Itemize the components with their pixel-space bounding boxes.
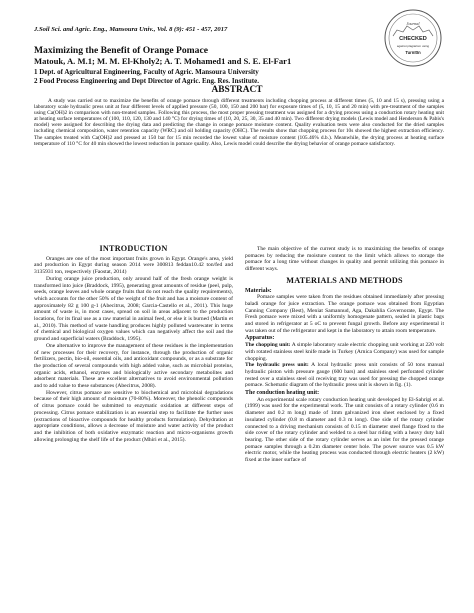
conduction-heating-subheading: The conduction heating unit:	[245, 390, 320, 397]
materials-methods-heading: MATERIALS AND METHODS	[286, 275, 403, 285]
hydraulic-press-paragraph	[245, 362, 444, 389]
intro-paragraph-4: However, citrus pomace are sensitive to biochemical and microbial degradations because of their high amount of moisture (70-80%). Moreover, the phenolic compounds of citrus pomace could be submitted to enzymatic oxidation at different steps of processing. Citrus pomace stabilization is an essential step to facilitate the further uses (extractions of bioactive compounds for healthy products formulation). Dehydration at appropriate conditions, allows a decrease of moisture and water activity of the product and the inhibition of both oxidative enzymatic reaction and micro-organisms growth allowing prolonging the shelf life of the product (Mhiri et al., 2015).	[34, 389, 233, 443]
objective-paragraph: The main objective of the current study is to maximizing the benefits of orange pomaces by reducing the moisture content to the limit which allows to storage the pomace for a long time without changes in quality and permit utilizing this pomace in different ways.	[245, 246, 444, 273]
chopping-unit-label: The chopping unit:	[245, 342, 291, 349]
materials-subheading: Materials:	[245, 287, 272, 294]
badge-line1: Journal	[406, 21, 420, 26]
badge-line3: against plagiarism using	[396, 44, 430, 48]
left-column	[34, 246, 233, 443]
author-list: Matouk, A. M.1; M. M. El-Kholy2; A. T. Mohamed1 and S. E. El-Far1	[34, 56, 292, 66]
paper-title: Maximizing the Benefit of Orange Pomace	[34, 45, 208, 56]
abstract-heading: ABSTRACT	[211, 85, 263, 95]
badge-line4: TurnItIn	[405, 50, 421, 55]
intro-paragraph-3: One alternative to improve the management of these residues is the implementation of new processes for their recovery, for instance, through the production of organic fertilizers, pectin, bio-oil, essential oils, and antioxidant compounds, or as a substrate for the production of several compounds with high added value, such as microbial proteins, organic acids, ethanol, enzymes and biologically active secondary metabolites and adsorbent materials. These are excellent alternatives to avoid environmental pollution and to add value to these substances (Abecitrus, 2008).	[34, 342, 233, 390]
intro-paragraph-2: During orange juice production, only around half of the fresh orange weight is transformed into juice (Braddock, 1995), generating great amounts of residue (peel, pulp, seeds, orange leaves and whole orange fruits that do not reach the quality requirements), which accounts for the other 50% of the weight of the fruit and has a moisture content of approximately 82 g 100 g-1 (Abecitrus, 2008; Garcia-Castello et al., 2011). This huge amount of waste is, in most cases, spread on soil in areas adjacent to the production locations, for its final use as a raw material in animal feed, or else it is burned (Martin et al., 2010). This method of waste handling produces highly polluted wastewater in terms of chemical and biological oxygen values which can negatively affect the soil and the ground and superficial waters (Braddock, 1995).	[34, 275, 233, 343]
chopping-unit-paragraph	[245, 342, 444, 362]
right-column	[245, 246, 444, 464]
hydraulic-press-text: A local hydraulic press unit consists of 50 tons manual hydraulic piston with pressure gauge (600 bars) and stainless steel perforated cylinder rested over a stainless steel oil receiving tray was used for pressing the chopped orange pomace. Schematic diagram of the hydraulic press unit is shown in fig. (1).	[245, 362, 444, 389]
journal-header: J.Soil Sci. and Agric. Eng., Mansoura Univ., Vol. 8 (9): 451 - 457, 2017	[34, 26, 228, 33]
intro-paragraph-1: Oranges are one of the most important fruits grown in Egypt. Orange's area, yield and production in Egypt during season 2014 were 300813 feddan10.42 ton/fed and 3135931 ton, respectively (Faostat, 2014)	[34, 255, 233, 276]
materials-paragraph: Pomace samples were taken from the residues obtained immediately after pressing baladi orange for juice extraction. The orange pomace was obtained from Egyptian Canning Company (Best), Meniat Samannud, Aga, Dakahlia Governorate, Egypt. The Fresh pomace were mixed with a uniformly homogenate pattern, sealed in plastic bags and stored in refrigerator at 5 oC to prevent fungal growth. Before any experimental it was taken out of the refrigerator and kept in the laboratory to attain room temperature.	[245, 294, 444, 334]
introduction-heading: INTRODUCTION	[99, 244, 168, 253]
affiliation-1: 1 Dept. of Agricultural Engineering, Faculty of Agric. Mansoura University	[34, 68, 259, 76]
affiliation-2: 2 Food Process Engineering and Dept Director of Agric. Eng. Res. Institute.	[34, 77, 259, 85]
plagiarism-check-badge	[383, 8, 443, 68]
apparatus-subheading: Apparatus:	[245, 335, 275, 342]
conduction-heating-paragraph: An experimental scale rotary conduction heating unit developed by El-Sahrigi et al. (1999) was used for the experimental work. The unit consists of a rotary cylinder (0.6 m diameter and 0.2 m long) made of 1mm galvanized iron sheet enclosed by a fixed insulated cylinder (0.8 m diameter and 0.3 m long). One side of the rotary cylinder connected to a driving mechanism consists of 0.15 m diameter steel flange fixed to the side cover of the rotary cylinder and welded to a steel bar riding with a heavy duty ball bearing. The other side of the rotary cylinder serves as an inlet for the pressed orange pomace samples through a 0.2m diameter center hole. The power source was 0.5 kW electric motor, while the heating process was conducted through electric heaters (2 kW) fixed at the inner surface of	[245, 396, 444, 464]
abstract-text: A study was carried out to maximize the benefits of orange pomace through different treatments including chopping process at different times (5, 10 and 15 s), pressing using a laboratory scale hydraulic press unit at four different levels of applied pressure (50, 100, 150 and 200 bar) for exposure times of (5, 10, 15 and 20 min) with pre-treatment of the samples using Ca(OH)2 in comparison with non-treated samples. Following this process, the most proper pressing treatment was assigned for a drying process using a conduction rotary heating unit at heating surface temperatures of (100, 110, 120, 130 and 140 °C) for drying times of (10, 20, 25, 30, 35 and 40 min). Two different drying models (Lewis model and Henderson & Pabis's model) were assigned for describing the drying data and predicting the change in orange pomace moisture content. Quality evaluation tests were also conducted for the dried samples including chemical composition, water retention capacity (WRC) and oil holding capacity (OHC). The results show that chopping process for 10s showed the highest extraction efficiency. The samples treated with Ca(OH)2 and pressed at 150 bar for 15 min recorded the lowest value of moisture content (105.46% d.b.). Meanwhile, the drying process at heating surface temperature of 110 °C for 40 min showed the lowest reduction in pomace quality. Also, Lewis model could describe the drying behavior of orange pomace satisfactory.	[34, 98, 444, 147]
hydraulic-press-label: The hydraulic press unit:	[245, 362, 309, 369]
chopping-unit-text: A simple laboratory scale electric chopping unit working at 220 volt with rotated stainless steel knife made in Turkey (Arnica Company) was used for sample chopping.	[245, 342, 444, 362]
badge-line2: CHECKED	[399, 36, 427, 42]
